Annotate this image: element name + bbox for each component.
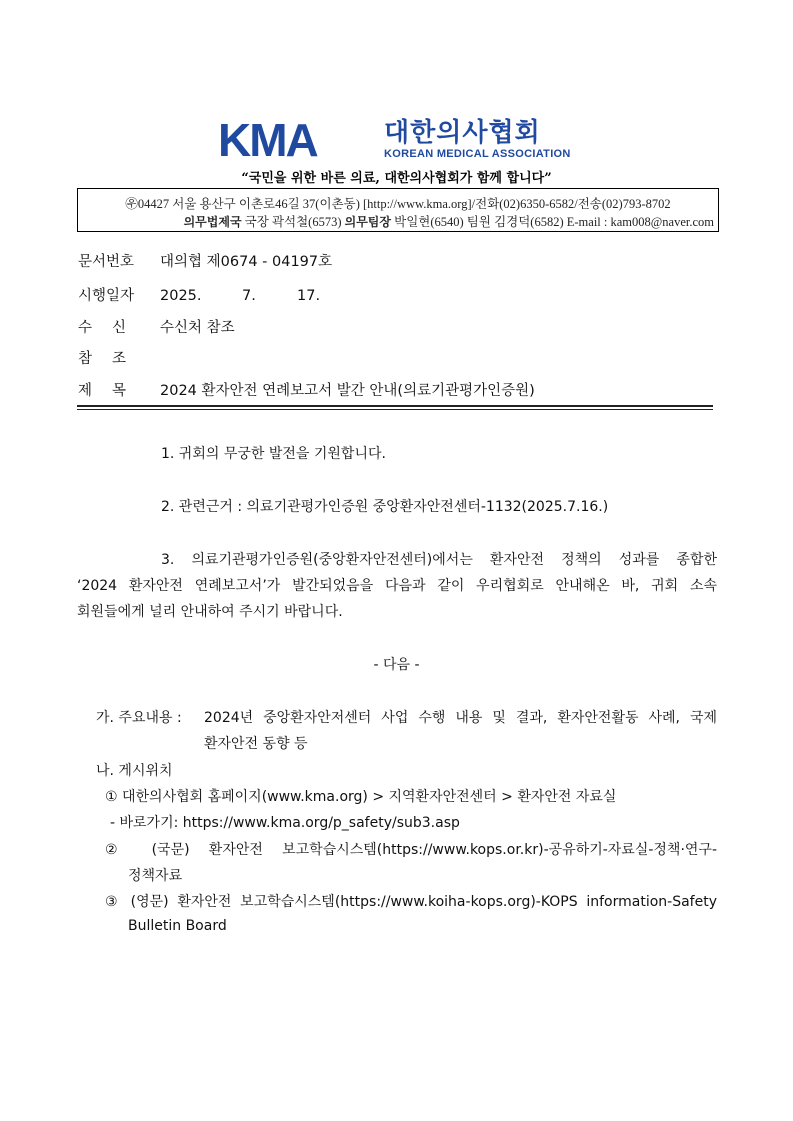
location-item-2-line-1: ② (국문) 환자안전 보고학습시스템(https://www.kops.or.kr)-공유하기-자료실-정책·연구- xyxy=(105,842,717,858)
divider-thin xyxy=(77,409,713,410)
team-label: 의무팀장 xyxy=(344,215,391,229)
paragraph-3-line-3: 회원들에게 널리 안내하여 주시기 바랍니다. xyxy=(77,604,343,620)
subject-row xyxy=(78,379,535,400)
location-item-2-line-2: 정책자료 xyxy=(128,868,183,884)
recipient-row xyxy=(78,316,235,337)
slogan: “국민을 위한 바른 의료, 대한의사협회가 함께 합니다” xyxy=(241,171,552,186)
item-ga-label: 가. 주요내용 : xyxy=(96,710,182,726)
item-ga-line-2: 환자안전 동향 등 xyxy=(204,736,308,752)
subject-value: 2024 환자안전 연례보고서 발간 안내(의료기관평가인증원) xyxy=(160,383,535,399)
logo-english-name: KOREAN MEDICAL ASSOCIATION xyxy=(384,148,571,160)
recipient-label: 수신 xyxy=(78,320,147,336)
date-day: 17. xyxy=(297,288,321,304)
location-item-3-line-2: Bulletin Board xyxy=(128,918,227,934)
date-label: 시행일자 xyxy=(78,288,135,304)
dept-person: 국장 곽석철(6573) xyxy=(244,215,342,229)
date-month: 7. xyxy=(242,288,256,304)
location-item-1: ① 대한의사협회 홈페이지(www.kma.org) > 지역환자안전센터 > 환자안전 자료실 xyxy=(105,789,617,805)
paragraph-2: 2. 관련근거 : 의료기관평가인증원 중앙환자안전센터-1132(2025.7.16.) xyxy=(161,499,609,515)
recipient-value: 수신처 참조 xyxy=(160,320,235,336)
subject-label: 제목 xyxy=(78,383,147,399)
paragraph-3-line-1: 3. 의료기관평가인증원(중앙환자안전센터)에서는 환자안전 정책의 성과를 종합한 xyxy=(161,552,717,568)
date-year: 2025. xyxy=(160,288,202,304)
date-row xyxy=(78,284,320,305)
location-item-1-link[interactable]: - 바로가기: https://www.kma.org/p_safety/sub3.asp xyxy=(110,815,460,831)
paragraph-3-line-2: ‘2024 환자안전 연례보고서’가 발간되었음을 다음과 같이 우리협회로 안내해온 바, 귀회 소속 xyxy=(77,578,717,594)
item-na-label: 나. 게시위치 xyxy=(96,763,173,779)
item-ga-line-1: 2024년 중앙환자안저센터 사업 수행 내용 및 결과, 환자안전활동 사례, 국제 xyxy=(204,710,717,726)
paragraph-1: 1. 귀회의 무궁한 발전을 기원합니다. xyxy=(161,446,386,462)
logo-korean-name: 대한의사협회 xyxy=(384,118,541,148)
team-people: 박일현(6540) 팀원 김경덕(6582) E-mail : kam008@naver.com xyxy=(394,215,714,229)
contact-address: ㉾04427 서울 용산구 이촌로46길 37(이촌동) [http://www.kma.org]/전화(02)6350-6582/전송(02)793-8702 xyxy=(125,197,671,211)
dept-label: 의무법제국 xyxy=(183,215,242,229)
doc-number-value: 대의협 제0674 - 04197호 xyxy=(160,254,333,270)
location-item-3-line-1: ③ (영문) 환자안전 보고학습시스템(https://www.koiha-kops.org)-KOPS information-Safety xyxy=(105,894,717,910)
doc-number-label: 문서번호 xyxy=(78,254,135,270)
contact-box xyxy=(77,188,719,232)
contact-staff xyxy=(84,212,714,230)
kma-logo xyxy=(218,118,571,162)
divider-thick xyxy=(77,405,713,407)
svg-text:KMA: KMA xyxy=(218,118,317,160)
doc-number-row xyxy=(78,250,332,271)
next-heading: - 다음 - xyxy=(373,657,420,673)
reference-label: 참조 xyxy=(78,351,147,367)
kma-logo-mark xyxy=(218,118,376,160)
reference-row xyxy=(78,347,160,368)
